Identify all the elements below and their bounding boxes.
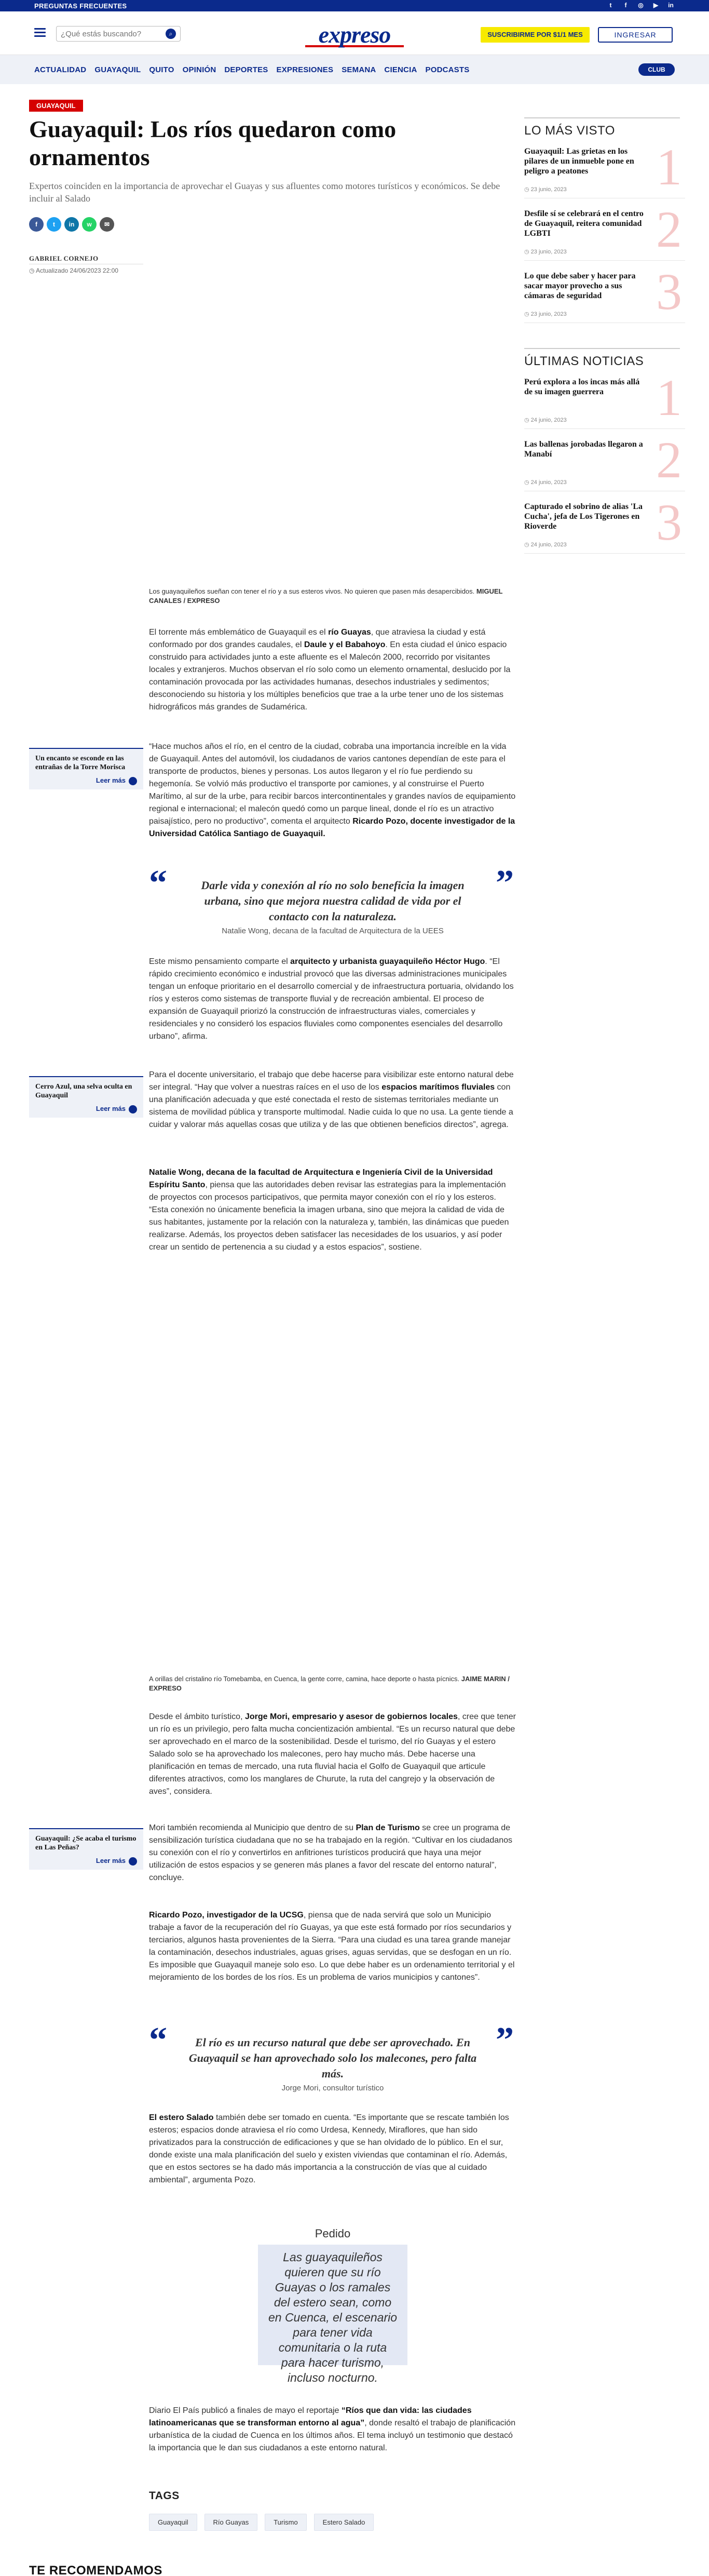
pull-quote-author: Jorge Mori, consultor turístico (281, 2084, 384, 2092)
rank-number: 1 (656, 138, 682, 196)
rank-number: 1 (656, 369, 682, 426)
latest-news-title[interactable]: Las ballenas jorobadas llegaron a Manabí (524, 440, 643, 459)
author-name[interactable]: GABRIEL CORNEJO (29, 254, 99, 262)
linkedin-share-icon[interactable]: in (64, 217, 79, 232)
paragraph: Diario El País publicó a finales de mayo el reportaje “Ríos que dan vida: las ciudades latinoamericanas que se transforman entorno al agua”, donde resaltó el trabajo de planificación urbanística de la ciudad de Cuenca en los últimos años. El tema incluyó un testimonio que destacó la importancia que le dan sus ciudadanos a este entorno natural. (149, 2406, 516, 2452)
nav-item-actualidad[interactable]: ACTUALIDAD (34, 65, 87, 74)
updated-timestamp: ◷ Actualizado 24/06/2023 22:00 (29, 267, 118, 274)
club-logo[interactable]: CLUB (638, 63, 675, 76)
section-tag[interactable]: GUAYAQUIL (29, 100, 83, 112)
pull-quote (149, 2035, 516, 2092)
paragraph: Natalie Wong, decana de la facultad de Arquitectura e Ingeniería Civil de la Universidad Espíritu Santo, piensa que las autoridades deben revisar las estrategias para la implementación de proyectos con procesos participativos, que permita mayor conexión con el río y los esteros. “Esta conexión no únicamente beneficia la imagen urbana, sino que mejora la calidad de vida de sus habitantes, justamente por la relación con la naturaleza y, también, las dinámicas que pueden realizarse. Además, los proyectos deben satisfacer las necesidades de los usuarios, y así poder crear un sentido de pertenencia a su ciudad y a estos espacios”, sostiene. (149, 1168, 509, 1252)
recommendations-heading: TE RECOMENDAMOS (29, 2564, 162, 2576)
open-quote-icon: “ (149, 863, 167, 903)
related-article-title[interactable]: Cerro Azul, una selva oculta en Guayaquil (35, 1083, 132, 1099)
main-nav (0, 55, 709, 84)
most-viewed-date: ◷ 23 junio, 2023 (524, 249, 567, 255)
related-article-card[interactable] (29, 748, 143, 789)
photo-caption: Los guayaquileños sueñan con tener el río y a sus esteros vivos. No quieren que pasen más desapercibidos. MIGUEL CANALES / EXPRESO (149, 587, 503, 605)
instagram-icon[interactable]: ◎ (638, 2, 644, 9)
paragraph: El estero Salado también debe ser tomado en cuenta. “Es importante que se rescate también los esteros; espacios donde atraviesa el río como Urdesa, Kennedy, Miraflores, que han sido privatizados para la construcción de edificaciones y que se han olvidado de lo público. En el sur, donde existe una mala planificación del suelo y existen viviendas que contaminan el río. Además, que en estos sectores se ha dado más importancia a la construcción de vías que al cuidado ambiental”, argumenta Pozo. (149, 2113, 509, 2184)
rank-number: 2 (656, 200, 682, 258)
paragraph: Este mismo pensamiento comparte el arquitecto y urbanista guayaquileño Héctor Hugo. “El rápido crecimiento económico e industrial provocó que las diversas administraciones municipales tengan un enfoque prioritario en el desarrollo comercial y de infraestructura portuaria, olvidando los ríos y esteros como sistemas de transporte fluvial y de recreación ambiental. El proceso de expansión de Guayaquil priorizó la construcción de infraestructuras viales, comerciales y residenciales y no consideró los espacios fluviales como componentes esenciales del desarrollo urbano”, afirma. (149, 957, 514, 1041)
rank-number: 3 (656, 493, 682, 551)
site-header (0, 11, 709, 55)
twitter-share-icon[interactable]: t (47, 217, 61, 232)
linkedin-icon[interactable]: in (668, 2, 674, 9)
read-more-link[interactable]: Leer más (96, 1857, 137, 1866)
tag-turismo[interactable]: Turismo (265, 2514, 306, 2531)
paragraph: Para el docente universitario, el trabajo que debe hacerse para visibilizar este entorno natural debe ser integral. “Hay que volver a nuestras raíces en el uso de los espacios marítimos fluviales con una planificación adecuada y que esté conectada el resto de sistemas territoriales mediante un sistema de movilidad pública y transporte multimodal. Nadie cuida lo que no usa. La gente tiende a cuidar y valorar más aquellas cosas que utiliza y de las que obtienen beneficios directos”, agrega. (149, 1070, 514, 1129)
latest-news-item[interactable] (524, 431, 685, 491)
latest-news-heading: ÚLTIMAS NOTICIAS (524, 348, 680, 369)
pedido-box: Las guayaquileños quieren que su río Guayas o los ramales del estero sean, como en Cuenca, el escenario para tener vida comunitaria o la ruta para hacer turismo, incluso nocturno. (258, 2245, 407, 2365)
nav-item-quito[interactable]: QUITO (149, 65, 174, 74)
nav-item-guayaquil[interactable]: GUAYAQUIL (94, 65, 141, 74)
tags-heading: TAGS (149, 2490, 180, 2502)
close-quote-icon: ” (496, 863, 514, 903)
pull-quote-text: Darle vida y conexión al río no solo beneficia la imagen urbana, sino que mejora nuestra calidad de vida por el contacto con la naturaleza. (201, 879, 465, 923)
latest-news-date: ◷ 24 junio, 2023 (524, 417, 567, 423)
photo-caption: A orillas del cristalino río Tomebamba, en Cuenca, la gente corre, camina, hace deporte o hasta pícnics. JAIME MARIN / EXPRESO (149, 1675, 510, 1692)
rank-number: 2 (656, 431, 682, 489)
facebook-share-icon[interactable]: f (29, 217, 44, 232)
tag-list (149, 2514, 374, 2531)
most-viewed-title[interactable]: Guayaquil: Las grietas en los pilares de un inmueble pone en peligro a peatones (524, 147, 634, 176)
paragraph: “Hace muchos años el río, en el centro de la ciudad, cobraba una importancia increíble en la vida de Guayaquil. Antes del automóvil, los ciudadanos de varios cantones dependían de este para el transporte de productos, bienes y personas. Los autos llegaron y el río fue perdiendo su hegemonía. Se volvió más productivo el transporte por camiones, y al construirse el Puerto Marítimo, al sur de la urbe, para recibir barcos intercontinentales y grandes navíos de equipamiento regional e internacional; el malecón quedó como un parque lineal, donde el río es un atractivo paisajístico, pero no productivo”, comenta el arquitecto Ricardo Pozo, docente investigador de la Universidad Católica Santiago de Guayaquil. (149, 742, 516, 838)
nav-item-opinion[interactable]: OPINIÓN (182, 65, 216, 74)
pull-quote-text: El río es un recurso natural que debe ser aprovechado. En Guayaquil se han aprovechado solo los malecones, pero falta más. (188, 2036, 477, 2080)
most-viewed-item[interactable] (524, 200, 685, 261)
read-more-link[interactable]: Leer más (96, 776, 137, 785)
pull-quote (149, 878, 516, 935)
most-viewed-date: ◷ 23 junio, 2023 (524, 186, 567, 193)
latest-news-title[interactable]: Capturado el sobrino de alias 'La Cucha', jefa de Los Tigerones en Rioverde (524, 502, 643, 531)
photo-credit: JAIME MARIN / EXPRESO (149, 1675, 510, 1692)
menu-icon[interactable] (34, 28, 46, 37)
whatsapp-share-icon[interactable]: w (82, 217, 97, 232)
most-viewed-title[interactable]: Desfile sí se celebrará en el centro de Guayaquil, reitera comunidad LGBTI (524, 209, 644, 238)
related-article-card[interactable] (29, 1828, 143, 1870)
most-viewed-heading: LO MÁS VISTO (524, 117, 680, 138)
most-viewed-title[interactable]: Lo que debe saber y hacer para sacar mayor provecho a sus cámaras de seguridad (524, 272, 636, 300)
latest-news-date: ◷ 24 junio, 2023 (524, 479, 567, 486)
pedido-heading: Pedido (315, 2227, 351, 2240)
tag-guayaquil[interactable]: Guayaquil (149, 2514, 197, 2531)
article-subtitle: Expertos coinciden en la importancia de aprovechar el Guayas y sus afluentes como motores turísticos y económicos. Se debe incluir al Salado (29, 181, 500, 204)
most-viewed-item[interactable] (524, 138, 685, 198)
nav-item-podcasts[interactable]: PODCASTS (425, 65, 470, 74)
latest-news-date: ◷ 24 junio, 2023 (524, 542, 567, 548)
nav-item-semana[interactable]: SEMANA (342, 65, 376, 74)
paragraph: Ricardo Pozo, investigador de la UCSG, piensa que de nada servirá que solo un Municipio trabaje a favor de la recuperación del río Guayas, ya que este está formado por ríos secundarios y terciarios, algunos hasta provenientes de la Sierra. “Para una ciudad es una tarea grande manejar la contaminación, desechos industriales, aguas grises, aguas servidas, que se desfogan en un río. Es imposible que Guayaquil maneje solo eso. Lo que debe haber es un ordenamiento territorial y el mejoramiento de los bordes de los ríos. Es un problema de varios municipios y cantones”. (149, 1911, 515, 1982)
twitter-icon[interactable]: t (609, 2, 612, 9)
search-icon[interactable]: ⌕ (166, 29, 176, 39)
social-links (607, 2, 675, 9)
most-viewed-date: ◷ 23 junio, 2023 (524, 311, 567, 317)
latest-news-item[interactable] (524, 369, 685, 429)
subscribe-button[interactable]: SUSCRIBIRME POR $1/1 MES (481, 27, 590, 43)
facebook-icon[interactable]: f (624, 2, 627, 9)
pull-quote-author: Natalie Wong, decana de la facultad de Arquitectura de la UEES (222, 927, 444, 935)
open-quote-icon: “ (149, 2020, 167, 2060)
youtube-icon[interactable]: ▶ (653, 2, 659, 9)
related-article-title[interactable]: Guayaquil: ¿Se acaba el turismo en Las Peñas? (35, 1835, 137, 1852)
search-input[interactable] (61, 30, 154, 38)
nav-item-expresiones[interactable]: EXPRESIONES (276, 65, 334, 74)
close-quote-icon: ” (496, 2020, 514, 2060)
most-viewed-item[interactable] (524, 263, 685, 323)
latest-news-item[interactable] (524, 493, 685, 554)
login-button[interactable]: INGRESAR (598, 27, 673, 43)
search-box[interactable] (56, 26, 181, 42)
latest-news-title[interactable]: Perú explora a los incas más allá de su imagen guerrera (524, 378, 640, 396)
related-article-title[interactable]: Un encanto se esconde en las entrañas de la Torre Morisca (35, 755, 126, 771)
tag-rio-guayas[interactable]: Río Guayas (204, 2514, 258, 2531)
nav-item-ciencia[interactable]: CIENCIA (384, 65, 417, 74)
email-share-icon[interactable]: ✉ (100, 217, 114, 232)
related-article-card[interactable] (29, 1076, 143, 1118)
tag-estero-salado[interactable]: Estero Salado (314, 2514, 374, 2531)
top-strip (0, 0, 709, 11)
faq-link[interactable]: PREGUNTAS FRECUENTES (34, 2, 127, 10)
paragraph: El torrente más emblemático de Guayaquil es el río Guayas, que atraviesa la ciudad y está conformado por dos grandes caudales, el Daule y el Babahoyo. En esta ciudad el único espacio construido para actividades junto a este afluente es el Malecón 2000, recorrido por visitantes locales y extranjeros. Muchos observan el río solo como un elemento ornamental, deslucido por la contaminación provocada por las actividades humanas, desechos industriales y sedimentos; desconociendo su historia y los múltiples beneficios que trae a la urbe tener uno de los sistemas hidrográficos más grandes de Sudamérica. (149, 628, 511, 712)
nav-item-deportes[interactable]: DEPORTES (224, 65, 268, 74)
article-title: Guayaquil: Los ríos quedaron como ornamentos (29, 116, 397, 170)
read-more-link[interactable]: Leer más (96, 1105, 137, 1113)
rank-number: 3 (656, 263, 682, 320)
paragraph: Mori también recomienda al Municipio que dentro de su Plan de Turismo se cree un programa de sensibilización turística ciudadana que no se ha trabajado en la región. “Cultivar en los ciudadanos su conexión con el río y convertirlos en anfitriones turísticos producirá que haya una mejor utilización de estos espacios y se generen más planes a favor del rescate del entorno natural”, concluye. (149, 1823, 512, 1882)
share-buttons (29, 217, 114, 232)
updated-text: Actualizado 24/06/2023 22:00 (36, 267, 118, 274)
photo-credit: MIGUEL CANALES / EXPRESO (149, 587, 503, 605)
paragraph: Desde el ámbito turístico, Jorge Mori, empresario y asesor de gobiernos locales, cree que tener un río es un privilegio, pero falta mucha concientización ambiental. “Es un recurso natural que debe ser aprovechado en el marco de la sostenibilidad. Desde el turismo, del río Guayas y el estero Salado solo se ha aprovechado los malecones, pero hay mucho más. Debe hacerse una planificación en temas de mercado, una ruta fluvial hacia el Golfo de Guayaquil que articule diferentes atractivos, como los manglares de Churute, la ruta del cangrejo y la observación de aves”, considera. (149, 1712, 516, 1796)
site-logo[interactable]: expreso (282, 21, 427, 47)
